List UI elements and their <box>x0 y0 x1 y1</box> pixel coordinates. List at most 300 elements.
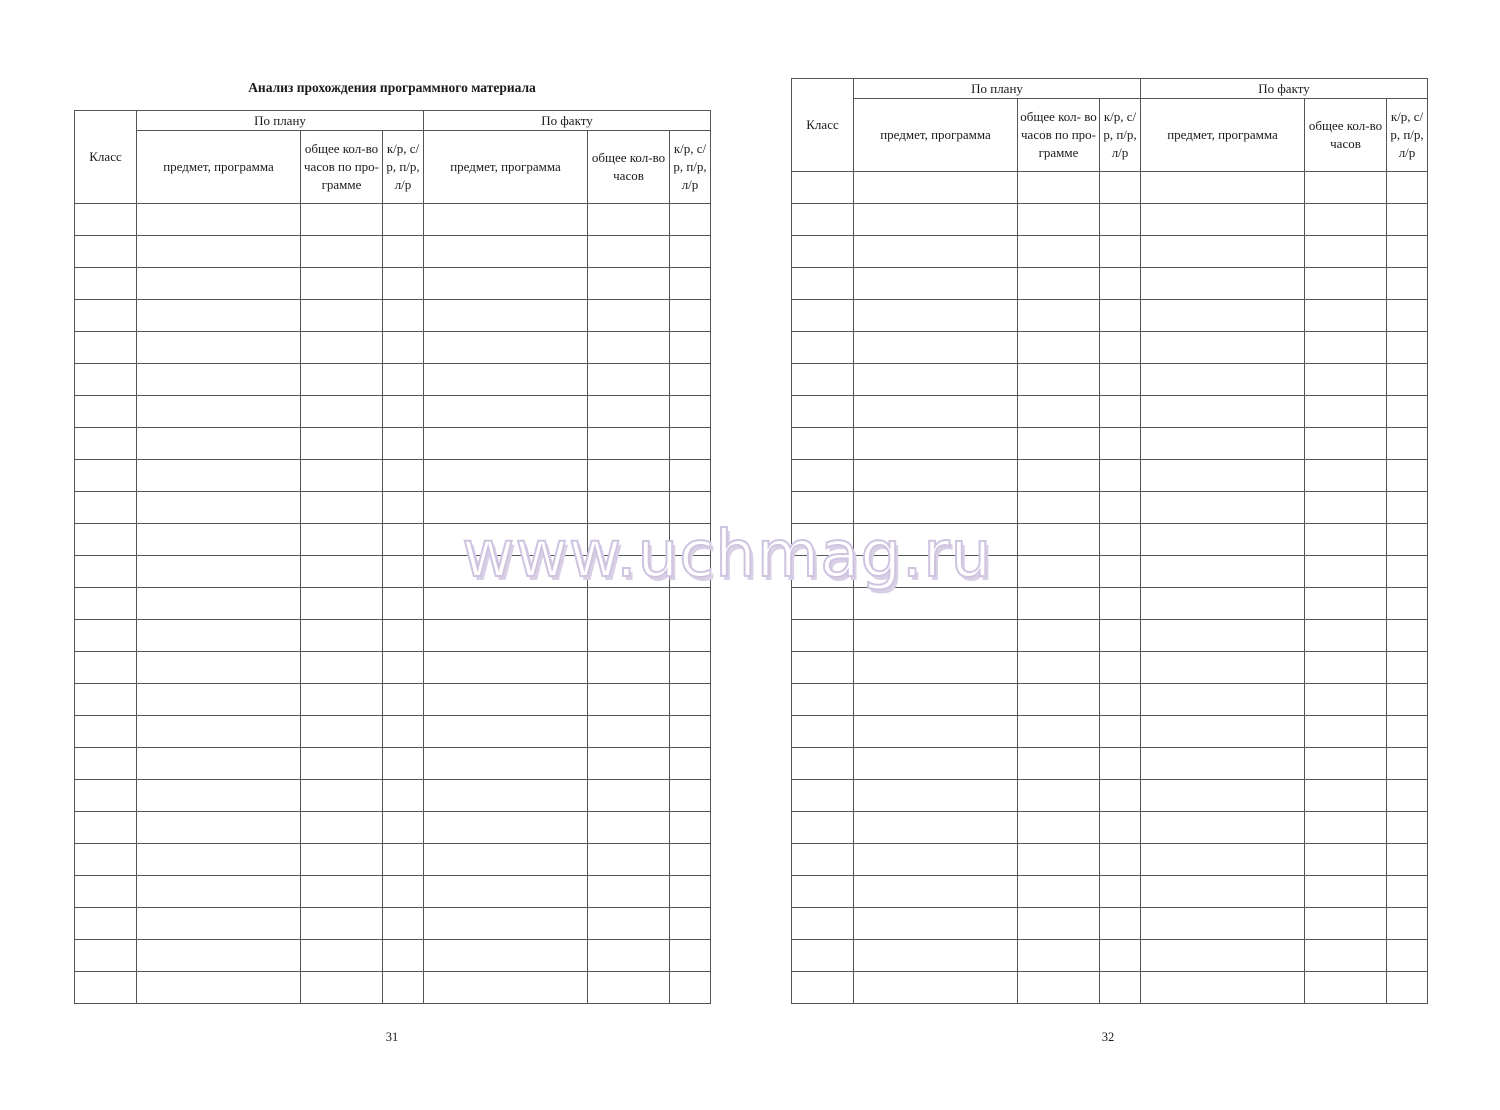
table-cell <box>1305 204 1387 236</box>
table-cell <box>1018 684 1100 716</box>
table-cell <box>792 876 854 908</box>
table-row <box>792 460 1428 492</box>
table-cell <box>1141 396 1305 428</box>
table-cell <box>137 780 301 812</box>
table-cell <box>792 268 854 300</box>
table-cell <box>588 748 670 780</box>
table-cell <box>424 876 588 908</box>
table-cell <box>854 300 1018 332</box>
table-cell <box>1018 492 1100 524</box>
table-cell <box>1305 524 1387 556</box>
table-cell <box>670 300 711 332</box>
table-cell <box>854 460 1018 492</box>
table-cell <box>301 716 383 748</box>
table-cell <box>301 620 383 652</box>
table-cell <box>854 908 1018 940</box>
table-cell <box>1100 684 1141 716</box>
table-cell <box>1141 780 1305 812</box>
table-cell <box>301 236 383 268</box>
table-row <box>75 460 711 492</box>
table-cell <box>588 524 670 556</box>
table-cell <box>792 588 854 620</box>
table-cell <box>1018 364 1100 396</box>
class-header: Класс <box>792 79 854 172</box>
table-cell <box>75 908 137 940</box>
table-cell <box>424 844 588 876</box>
table-cell <box>137 524 301 556</box>
plan-work-types-header: к/р, с/р, п/р, л/р <box>383 131 424 204</box>
table-cell <box>1141 268 1305 300</box>
table-cell <box>1141 204 1305 236</box>
page-number: 32 <box>1101 1030 1115 1044</box>
table-cell <box>670 972 711 1004</box>
table-row <box>792 844 1428 876</box>
table-cell <box>670 908 711 940</box>
table-cell <box>1387 652 1428 684</box>
table-cell <box>1018 460 1100 492</box>
table-cell <box>1018 940 1100 972</box>
table-cell <box>670 620 711 652</box>
table-cell <box>1305 780 1387 812</box>
table-cell <box>137 268 301 300</box>
table-cell <box>1141 684 1305 716</box>
table-cell <box>383 972 424 1004</box>
table-cell <box>1100 876 1141 908</box>
table-cell <box>301 204 383 236</box>
table-cell <box>301 972 383 1004</box>
table-cell <box>301 524 383 556</box>
table-cell <box>75 492 137 524</box>
table-cell <box>792 812 854 844</box>
table-cell <box>424 236 588 268</box>
table-cell <box>1141 332 1305 364</box>
table-cell <box>424 812 588 844</box>
table-cell <box>137 652 301 684</box>
table-cell <box>75 940 137 972</box>
table-cell <box>588 812 670 844</box>
table-cell <box>854 556 1018 588</box>
table-cell <box>1305 588 1387 620</box>
table-cell <box>1141 620 1305 652</box>
table-cell <box>1018 428 1100 460</box>
table-cell <box>1100 588 1141 620</box>
table-row <box>75 812 711 844</box>
table-cell <box>1100 748 1141 780</box>
table-cell <box>1018 908 1100 940</box>
table-cell <box>1387 876 1428 908</box>
table-cell <box>75 812 137 844</box>
table-cell <box>137 204 301 236</box>
table-cell <box>1018 716 1100 748</box>
table-cell <box>1305 268 1387 300</box>
table-cell <box>137 300 301 332</box>
table-cell <box>75 332 137 364</box>
table-row <box>75 268 711 300</box>
table-cell <box>301 268 383 300</box>
table-cell <box>137 236 301 268</box>
table-cell <box>301 364 383 396</box>
table-cell <box>383 204 424 236</box>
table-cell <box>854 236 1018 268</box>
table-cell <box>137 940 301 972</box>
table-cell <box>588 940 670 972</box>
table-row <box>792 524 1428 556</box>
table-cell <box>1141 428 1305 460</box>
plan-subject-header: предмет, программа <box>854 99 1018 172</box>
table-cell <box>137 332 301 364</box>
table-cell <box>588 492 670 524</box>
table-cell <box>1141 300 1305 332</box>
table-cell <box>588 844 670 876</box>
table-row <box>792 652 1428 684</box>
table-cell <box>383 236 424 268</box>
page-title: Анализ прохождения программного материала <box>248 80 536 95</box>
table-row <box>792 716 1428 748</box>
table-cell <box>1018 812 1100 844</box>
table-cell <box>1387 812 1428 844</box>
table-cell <box>137 876 301 908</box>
table-cell <box>670 556 711 588</box>
table-cell <box>383 684 424 716</box>
table-cell <box>1387 492 1428 524</box>
table-cell <box>1305 812 1387 844</box>
table-cell <box>792 364 854 396</box>
table-cell <box>424 940 588 972</box>
class-header: Класс <box>75 111 137 204</box>
table-cell <box>1305 748 1387 780</box>
table-cell <box>424 364 588 396</box>
table-cell <box>1305 460 1387 492</box>
table-cell <box>137 556 301 588</box>
table-cell <box>1141 972 1305 1004</box>
table-cell <box>1387 748 1428 780</box>
table-cell <box>670 524 711 556</box>
table-cell <box>301 428 383 460</box>
table-cell <box>424 908 588 940</box>
table-cell <box>383 460 424 492</box>
table-cell <box>75 300 137 332</box>
table-cell <box>792 236 854 268</box>
table-cell <box>137 844 301 876</box>
table-row <box>792 780 1428 812</box>
table-cell <box>75 844 137 876</box>
table-cell <box>1305 908 1387 940</box>
table-cell <box>383 780 424 812</box>
table-cell <box>792 172 854 204</box>
table-cell <box>588 780 670 812</box>
table-row <box>792 204 1428 236</box>
table-cell <box>383 620 424 652</box>
table-cell <box>792 300 854 332</box>
table-cell <box>424 268 588 300</box>
table-cell <box>854 332 1018 364</box>
table-cell <box>854 492 1018 524</box>
table-cell <box>424 460 588 492</box>
table-cell <box>424 588 588 620</box>
fact-work-types-header: к/р, с/р, п/р, л/р <box>1387 99 1428 172</box>
table-row <box>792 396 1428 428</box>
table-cell <box>588 908 670 940</box>
table-cell <box>75 268 137 300</box>
plan-hours-header: общее кол-во часов по про- грамме <box>301 131 383 204</box>
table-row <box>75 556 711 588</box>
table-cell <box>1018 556 1100 588</box>
table-cell <box>670 204 711 236</box>
table-cell <box>854 940 1018 972</box>
table-cell <box>1387 396 1428 428</box>
table-cell <box>670 716 711 748</box>
table-cell <box>670 428 711 460</box>
table-cell <box>1018 972 1100 1004</box>
table-cell <box>1141 492 1305 524</box>
table-cell <box>854 396 1018 428</box>
table-row <box>792 588 1428 620</box>
table-cell <box>424 492 588 524</box>
table-cell <box>1018 748 1100 780</box>
table-row <box>75 300 711 332</box>
table-cell <box>383 588 424 620</box>
table-cell <box>588 300 670 332</box>
table-cell <box>1018 396 1100 428</box>
table-cell <box>75 428 137 460</box>
table-cell <box>854 716 1018 748</box>
right-page <box>750 0 1500 1110</box>
table-row <box>75 908 711 940</box>
table-cell <box>137 428 301 460</box>
table-cell <box>383 332 424 364</box>
table-cell <box>1018 524 1100 556</box>
table-row <box>792 972 1428 1004</box>
table-cell <box>854 172 1018 204</box>
table-cell <box>588 236 670 268</box>
table-row <box>792 364 1428 396</box>
table-cell <box>1018 204 1100 236</box>
table-row <box>75 940 711 972</box>
table-row <box>792 876 1428 908</box>
table-cell <box>1387 524 1428 556</box>
table-cell <box>1141 172 1305 204</box>
table-cell <box>792 716 854 748</box>
table-cell <box>1305 492 1387 524</box>
table-cell <box>75 524 137 556</box>
table-cell <box>137 620 301 652</box>
table-cell <box>1387 332 1428 364</box>
table-cell <box>383 556 424 588</box>
table-cell <box>383 716 424 748</box>
table-cell <box>301 748 383 780</box>
table-cell <box>75 716 137 748</box>
plan-header: По плану <box>854 79 1141 99</box>
table-cell <box>670 780 711 812</box>
table-cell <box>1141 236 1305 268</box>
table-cell <box>137 364 301 396</box>
table-cell <box>1100 236 1141 268</box>
table-cell <box>1387 556 1428 588</box>
table-row <box>792 268 1428 300</box>
table-cell <box>1387 460 1428 492</box>
table-cell <box>383 908 424 940</box>
table-cell <box>75 748 137 780</box>
table-cell <box>1100 396 1141 428</box>
table-cell <box>670 332 711 364</box>
table-cell <box>1100 908 1141 940</box>
fact-subject-header: предмет, программа <box>424 131 588 204</box>
table-cell <box>137 460 301 492</box>
table-cell <box>854 876 1018 908</box>
table-cell <box>1305 620 1387 652</box>
table-cell <box>383 844 424 876</box>
table-cell <box>854 524 1018 556</box>
table-cell <box>792 908 854 940</box>
table-row <box>792 908 1428 940</box>
table-cell <box>588 204 670 236</box>
table-cell <box>1305 300 1387 332</box>
table-cell <box>301 396 383 428</box>
table-cell <box>424 652 588 684</box>
table-cell <box>301 332 383 364</box>
table-cell <box>792 204 854 236</box>
table-cell <box>1387 620 1428 652</box>
table-cell <box>792 492 854 524</box>
table-cell <box>137 492 301 524</box>
table-cell <box>854 428 1018 460</box>
table-cell <box>1100 300 1141 332</box>
fact-header: По факту <box>424 111 711 131</box>
table-cell <box>1305 332 1387 364</box>
table-cell <box>1387 364 1428 396</box>
table-cell <box>1018 780 1100 812</box>
table-cell <box>1305 876 1387 908</box>
table-cell <box>1018 236 1100 268</box>
table-cell <box>854 684 1018 716</box>
table-row <box>75 236 711 268</box>
table-cell <box>588 876 670 908</box>
table-cell <box>854 364 1018 396</box>
table-cell <box>75 684 137 716</box>
table-cell <box>1018 844 1100 876</box>
table-cell <box>854 204 1018 236</box>
table-cell <box>1100 972 1141 1004</box>
table-cell <box>1141 588 1305 620</box>
table-cell <box>1018 332 1100 364</box>
table-cell <box>588 652 670 684</box>
table-cell <box>792 652 854 684</box>
table-cell <box>424 972 588 1004</box>
table-cell <box>75 460 137 492</box>
table-cell <box>424 332 588 364</box>
table-cell <box>1018 172 1100 204</box>
table-cell <box>588 972 670 1004</box>
table-cell <box>1387 268 1428 300</box>
table-cell <box>1387 972 1428 1004</box>
fact-hours-header: общее кол-во часов <box>588 131 670 204</box>
table-cell <box>424 204 588 236</box>
plan-hours-header: общее кол- во часов по про- грамме <box>1018 99 1100 172</box>
table-cell <box>1100 492 1141 524</box>
table-cell <box>1305 236 1387 268</box>
table-row <box>75 844 711 876</box>
table-row <box>75 428 711 460</box>
table-cell <box>854 780 1018 812</box>
table-cell <box>1100 620 1141 652</box>
table-cell <box>137 684 301 716</box>
table-cell <box>383 940 424 972</box>
table-cell <box>854 620 1018 652</box>
table-cell <box>1305 364 1387 396</box>
table-cell <box>424 748 588 780</box>
table-cell <box>1141 556 1305 588</box>
table-row <box>75 588 711 620</box>
table-cell <box>383 364 424 396</box>
table-cell <box>424 780 588 812</box>
table-cell <box>670 268 711 300</box>
table-cell <box>1100 780 1141 812</box>
table-cell <box>301 812 383 844</box>
plan-header: По плану <box>137 111 424 131</box>
table-cell <box>137 748 301 780</box>
table-cell <box>424 396 588 428</box>
table-cell <box>1100 652 1141 684</box>
left-analysis-table <box>74 110 711 1004</box>
table-cell <box>301 492 383 524</box>
table-cell <box>588 428 670 460</box>
table-row <box>792 332 1428 364</box>
table-cell <box>301 940 383 972</box>
table-cell <box>75 780 137 812</box>
table-cell <box>854 268 1018 300</box>
fact-work-types-header: к/р, с/р, п/р, л/р <box>670 131 711 204</box>
table-cell <box>137 396 301 428</box>
table-cell <box>1305 940 1387 972</box>
table-cell <box>383 748 424 780</box>
table-cell <box>301 652 383 684</box>
table-cell <box>854 844 1018 876</box>
table-cell <box>301 684 383 716</box>
table-cell <box>854 748 1018 780</box>
table-cell <box>588 620 670 652</box>
table-row <box>792 620 1428 652</box>
table-cell <box>854 812 1018 844</box>
table-cell <box>424 716 588 748</box>
table-cell <box>1100 716 1141 748</box>
table-cell <box>383 300 424 332</box>
table-cell <box>792 332 854 364</box>
table-cell <box>670 812 711 844</box>
table-cell <box>1141 652 1305 684</box>
table-cell <box>1018 268 1100 300</box>
table-cell <box>137 908 301 940</box>
table-row <box>792 492 1428 524</box>
table-cell <box>792 396 854 428</box>
table-cell <box>1018 588 1100 620</box>
table-cell <box>383 428 424 460</box>
table-cell <box>424 428 588 460</box>
table-cell <box>75 620 137 652</box>
table-cell <box>792 428 854 460</box>
table-cell <box>75 556 137 588</box>
table-cell <box>1387 236 1428 268</box>
fact-subject-header: предмет, программа <box>1141 99 1305 172</box>
table-row <box>75 204 711 236</box>
table-cell <box>1100 332 1141 364</box>
table-row <box>75 780 711 812</box>
table-cell <box>1100 524 1141 556</box>
table-cell <box>1387 300 1428 332</box>
table-cell <box>1387 204 1428 236</box>
table-cell <box>424 620 588 652</box>
table-cell <box>792 940 854 972</box>
table-cell <box>1100 844 1141 876</box>
